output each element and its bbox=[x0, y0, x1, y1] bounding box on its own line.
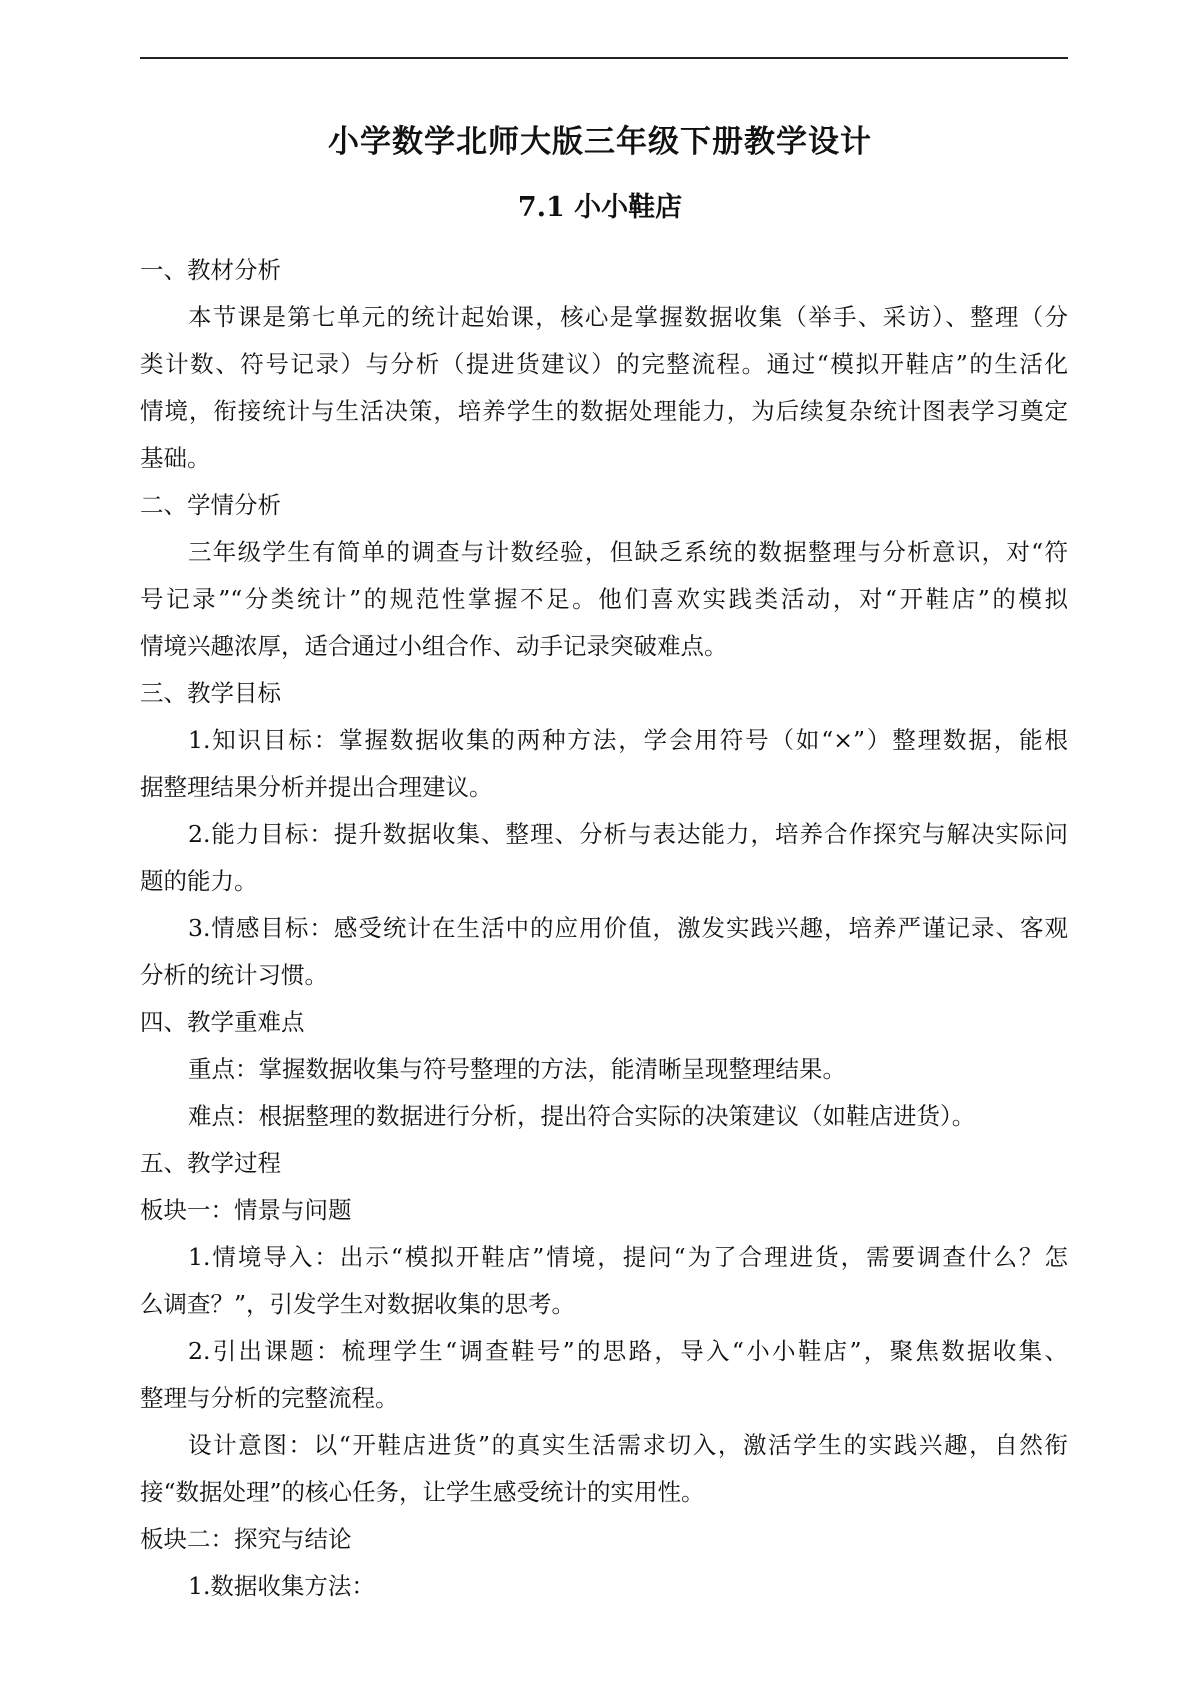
subheading-block-two: 板块二：探究与结论 bbox=[140, 1525, 352, 1553]
heading-key-points: 四、教学重难点 bbox=[140, 1008, 305, 1036]
paragraph-line: 重点：掌握数据收集与符号整理的方法，能清晰呈现整理结果。 bbox=[188, 1055, 846, 1083]
subheading-block-one: 板块一：情景与问题 bbox=[140, 1196, 352, 1224]
paragraph-line: 本节课是第七单元的统计起始课，核心是掌握数据收集（举手、采访）、整理（分 bbox=[188, 303, 1068, 331]
paragraph-line: 1.知识目标：掌握数据收集的两种方法，学会用符号（如“×”）整理数据，能根 bbox=[188, 726, 1068, 754]
heading-teaching-goals: 三、教学目标 bbox=[140, 679, 281, 707]
heading-teaching-process: 五、教学过程 bbox=[140, 1149, 281, 1177]
paragraph-line: 据整理结果分析并提出合理建议。 bbox=[140, 773, 493, 801]
lesson-subtitle: 7.1 小小鞋店 bbox=[517, 192, 683, 223]
header-rule bbox=[140, 57, 1068, 59]
paragraph-line: 分析的统计习惯。 bbox=[140, 961, 328, 989]
paragraph-line: 整理与分析的完整流程。 bbox=[140, 1384, 399, 1412]
paragraph-line: 题的能力。 bbox=[140, 867, 258, 895]
paragraph-line: 难点：根据整理的数据进行分析，提出符合实际的决策建议（如鞋店进货）。 bbox=[188, 1102, 976, 1130]
paragraph-line: 接“数据处理”的核心任务，让学生感受统计的实用性。 bbox=[140, 1478, 705, 1506]
paragraph-line: 三年级学生有简单的调查与计数经验，但缺乏系统的数据整理与分析意识，对“符 bbox=[188, 538, 1068, 566]
paragraph-line: 情境，衔接统计与生活决策，培养学生的数据处理能力，为后续复杂统计图表学习奠定 bbox=[140, 397, 1068, 425]
paragraph-line: 基础。 bbox=[140, 444, 211, 472]
paragraph-line: 1.数据收集方法： bbox=[188, 1572, 375, 1600]
paragraph-line: 类计数、符号记录）与分析（提进货建议）的完整流程。通过“模拟开鞋店”的生活化 bbox=[140, 350, 1068, 378]
paragraph-line: 2.引出课题：梳理学生“调查鞋号”的思路，导入“小小鞋店”，聚焦数据收集、 bbox=[188, 1337, 1068, 1365]
paragraph-line: 么调查？”，引发学生对数据收集的思考。 bbox=[140, 1290, 576, 1318]
paragraph-line: 2.能力目标：提升数据收集、整理、分析与表达能力，培养合作探究与解决实际问 bbox=[188, 820, 1068, 848]
paragraph-line: 情境兴趣浓厚，适合通过小组合作、动手记录突破难点。 bbox=[140, 632, 728, 660]
heading-textbook-analysis: 一、教材分析 bbox=[140, 256, 281, 284]
document-body bbox=[140, 247, 1068, 1610]
paragraph-line: 1.情境导入：出示“模拟开鞋店”情境，提问“为了合理进货，需要调查什么？怎 bbox=[188, 1243, 1068, 1271]
paragraph-line: 号记录”“分类统计”的规范性掌握不足。他们喜欢实践类活动，对“开鞋店”的模拟 bbox=[140, 585, 1068, 613]
paragraph-line: 设计意图：以“开鞋店进货”的真实生活需求切入，激活学生的实践兴趣，自然衔 bbox=[188, 1431, 1068, 1459]
heading-student-analysis: 二、学情分析 bbox=[140, 491, 281, 519]
document-title: 小学数学北师大版三年级下册教学设计 bbox=[328, 124, 872, 160]
paragraph-line: 3.情感目标：感受统计在生活中的应用价值，激发实践兴趣，培养严谨记录、客观 bbox=[188, 914, 1068, 942]
